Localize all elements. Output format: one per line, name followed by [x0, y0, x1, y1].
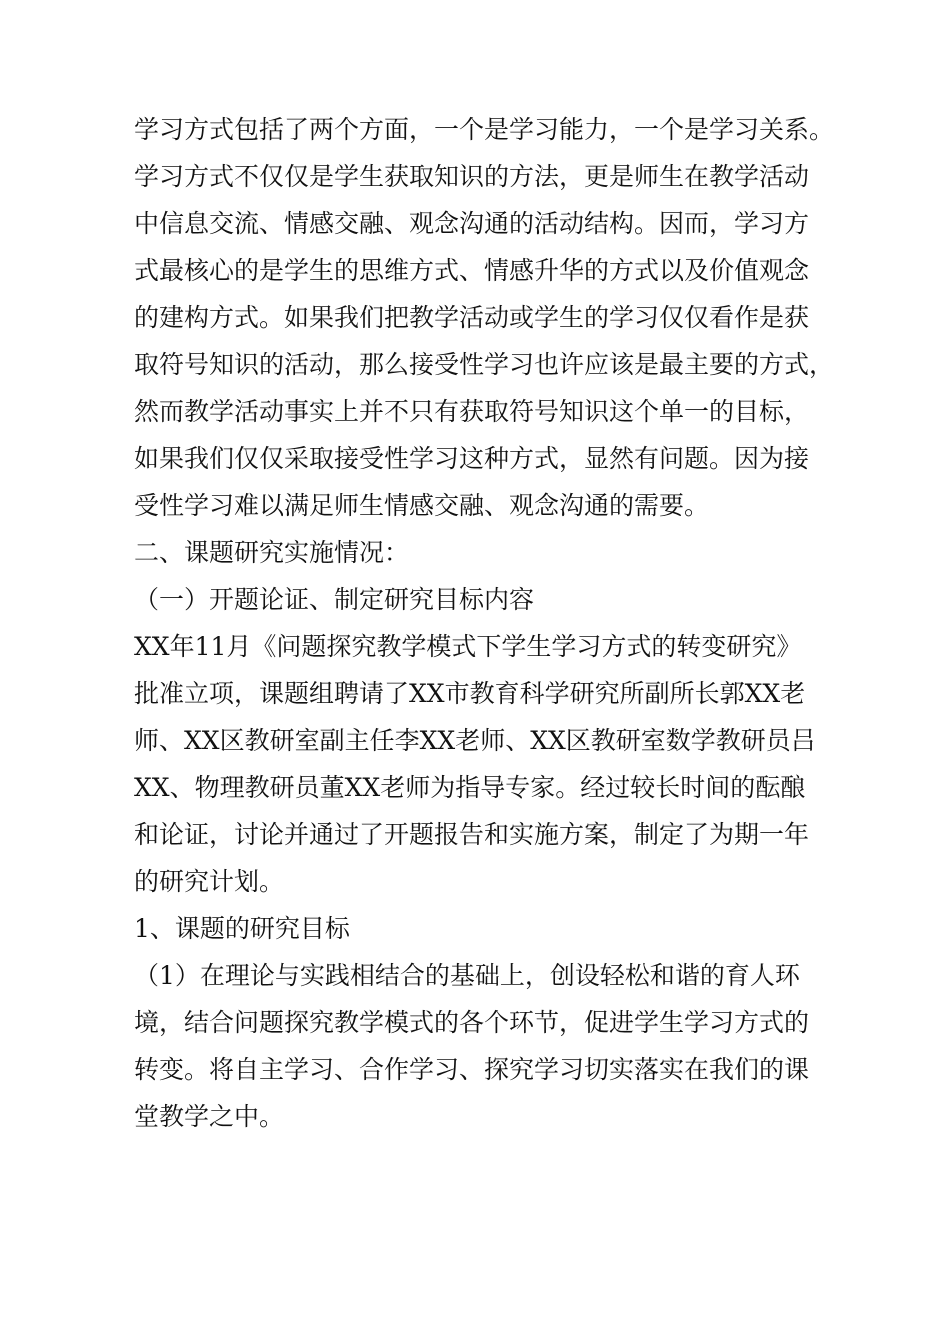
subsection-heading: （一）开题论证、制定研究目标内容	[134, 585, 535, 614]
body-text-line: 然而教学活动事实上并不只有获取符号知识这个单一的目标，	[134, 397, 810, 426]
body-text-line: 如果我们仅仅采取接受性学习这种方式，显然有问题。因为接	[134, 444, 810, 473]
body-text-line: 堂教学之中。	[134, 1102, 285, 1131]
section-heading: 二、课题研究实施情况：	[134, 538, 410, 567]
body-text-line: 转变。将自主学习、合作学习、探究学习切实落实在我们的课	[134, 1055, 810, 1084]
body-text-line: 中信息交流、情感交融、观念沟通的活动结构。因而，学习方	[134, 209, 810, 238]
body-text-line: XX年11月《问题探究教学模式下学生学习方式的转变研究》	[134, 632, 802, 661]
body-text-line: 的建构方式。如果我们把教学活动或学生的学习仅仅看作是获	[134, 303, 810, 332]
body-text-line: 式最核心的是学生的思维方式、情感升华的方式以及价值观念	[134, 256, 810, 285]
body-text-line: 和论证，讨论并通过了开题报告和实施方案，制定了为期一年	[134, 820, 810, 849]
body-text-line: 取符号知识的活动，那么接受性学习也许应该是最主要的方式，	[134, 350, 835, 379]
body-text-line: 批准立项，课题组聘请了XX市教育科学研究所副所长郭XX老	[134, 679, 806, 708]
body-text-line: 学习方式包括了两个方面，一个是学习能力，一个是学习关系。	[134, 115, 835, 144]
body-text-line: 学习方式不仅仅是学生获取知识的方法，更是师生在教学活动	[134, 162, 810, 191]
body-text-line: 受性学习难以满足师生情感交融、观念沟通的需要。	[134, 491, 710, 520]
body-text-line: XX、物理教研员董XX老师为指导专家。经过较长时间的酝酿	[134, 773, 806, 802]
body-text-line: 境，结合问题探究教学模式的各个环节，促进学生学习方式的	[134, 1008, 810, 1037]
numbered-heading: 1、课题的研究目标	[134, 914, 350, 943]
body-text-line: 的研究计划。	[134, 867, 285, 896]
body-text-line: 师、XX区教研室副主任李XX老师、XX区教研室数学教研员吕	[134, 726, 816, 755]
document-body	[134, 106, 854, 1140]
body-text-line: （1）在理论与实践相结合的基础上，创设轻松和谐的育人环	[134, 961, 800, 990]
